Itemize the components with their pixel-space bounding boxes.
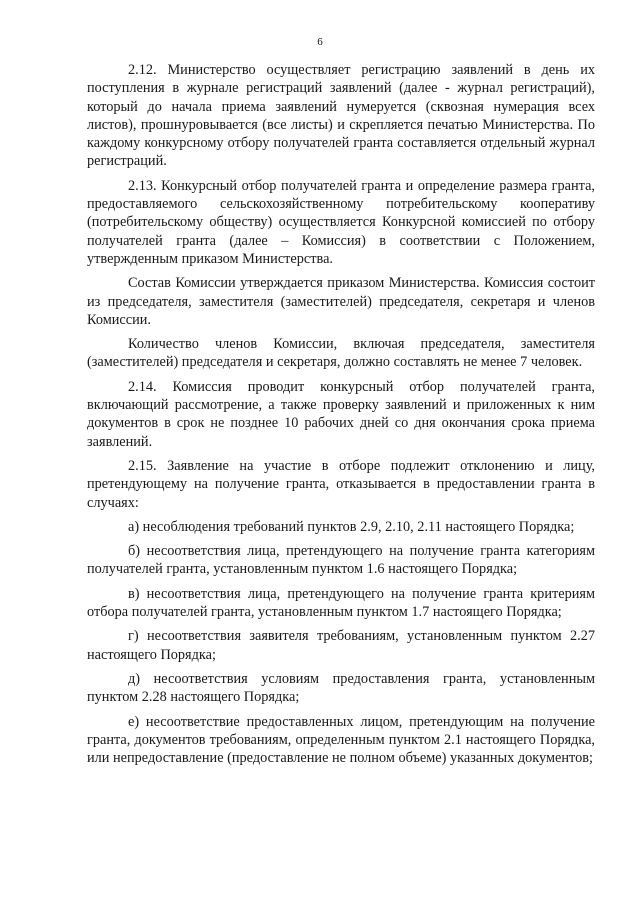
paragraph-2-13: 2.13. Конкурсный отбор получателей гранта и определение размера гранта, предоставляемого сельскохозяйственному потребительскому кооперативу (потребительскому обществу) осуществляется Конкурсной комиссией по отбору получателей гранта (далее – Комиссия) в соответствии с Положением, утвержденным приказом Министерства. — [87, 177, 595, 267]
paragraph-2-12: 2.12. Министерство осуществляет регистрацию заявлений в день их поступления в журнале регистраций заявлений (далее - журнал регистраций), который до начала приема заявлений нумеруется (сквозная нумерация всех листов), прошнуровывается (все листы) и скрепляется печатью Министерства. По каждому конкурсному отбору получателей гранта составляется отдельный журнал регистраций. — [87, 62, 595, 170]
paragraph-commission-composition: Состав Комиссии утверждается приказом Министерства. Комиссия состоит из председателя, заместителя (заместителей) председателя, секретаря и членов Комиссии. — [87, 275, 595, 328]
page-number: 6 — [317, 36, 323, 48]
list-item-e: е) несоответствие предоставленных лицом, претендующим на получение гранта, документов требованиям, определенным пунктом 2.1 настоящего Порядка, или непредоставление (предоставление не полном объеме) указанных документов; — [87, 713, 595, 767]
list-item-g: г) несоответствия заявителя требованиям, установленным пунктом 2.27 настоящего Порядка; — [87, 628, 595, 663]
list-item-d: д) несоответствия условиям предоставления гранта, установленным пунктом 2.28 настоящего Порядка; — [87, 670, 595, 706]
paragraph-commission-size: Количество членов Комиссии, включая председателя, заместителя (заместителей) председателя и секретаря, должно составлять не менее 7 человек. — [87, 336, 595, 371]
document-body — [87, 61, 595, 773]
paragraph-2-15: 2.15. Заявление на участие в отборе подлежит отклонению и лицу, претендующему на получение гранта, отказывается в предоставлении гранта в случаях: — [87, 457, 595, 511]
list-item-a: а) несоблюдения требований пунктов 2.9, 2.10, 2.11 настоящего Порядка; — [128, 518, 575, 535]
list-item-b: б) несоответствия лица, претендующего на получение гранта категориям получателей гранта, установленным пунктом 1.6 настоящего Порядка; — [87, 543, 595, 578]
list-item-v: в) несоответствия лица, претендующего на получение гранта критериям отбора получателей гранта, установленным пунктом 1.7 настоящего Порядка; — [87, 585, 595, 621]
paragraph-2-14: 2.14. Комиссия проводит конкурсный отбор получателей гранта, включающий рассмотрение, а также проверку заявлений и приложенных к ним документов в срок не позднее 10 рабочих дней со дня окончания срока приема заявлений. — [87, 378, 595, 450]
